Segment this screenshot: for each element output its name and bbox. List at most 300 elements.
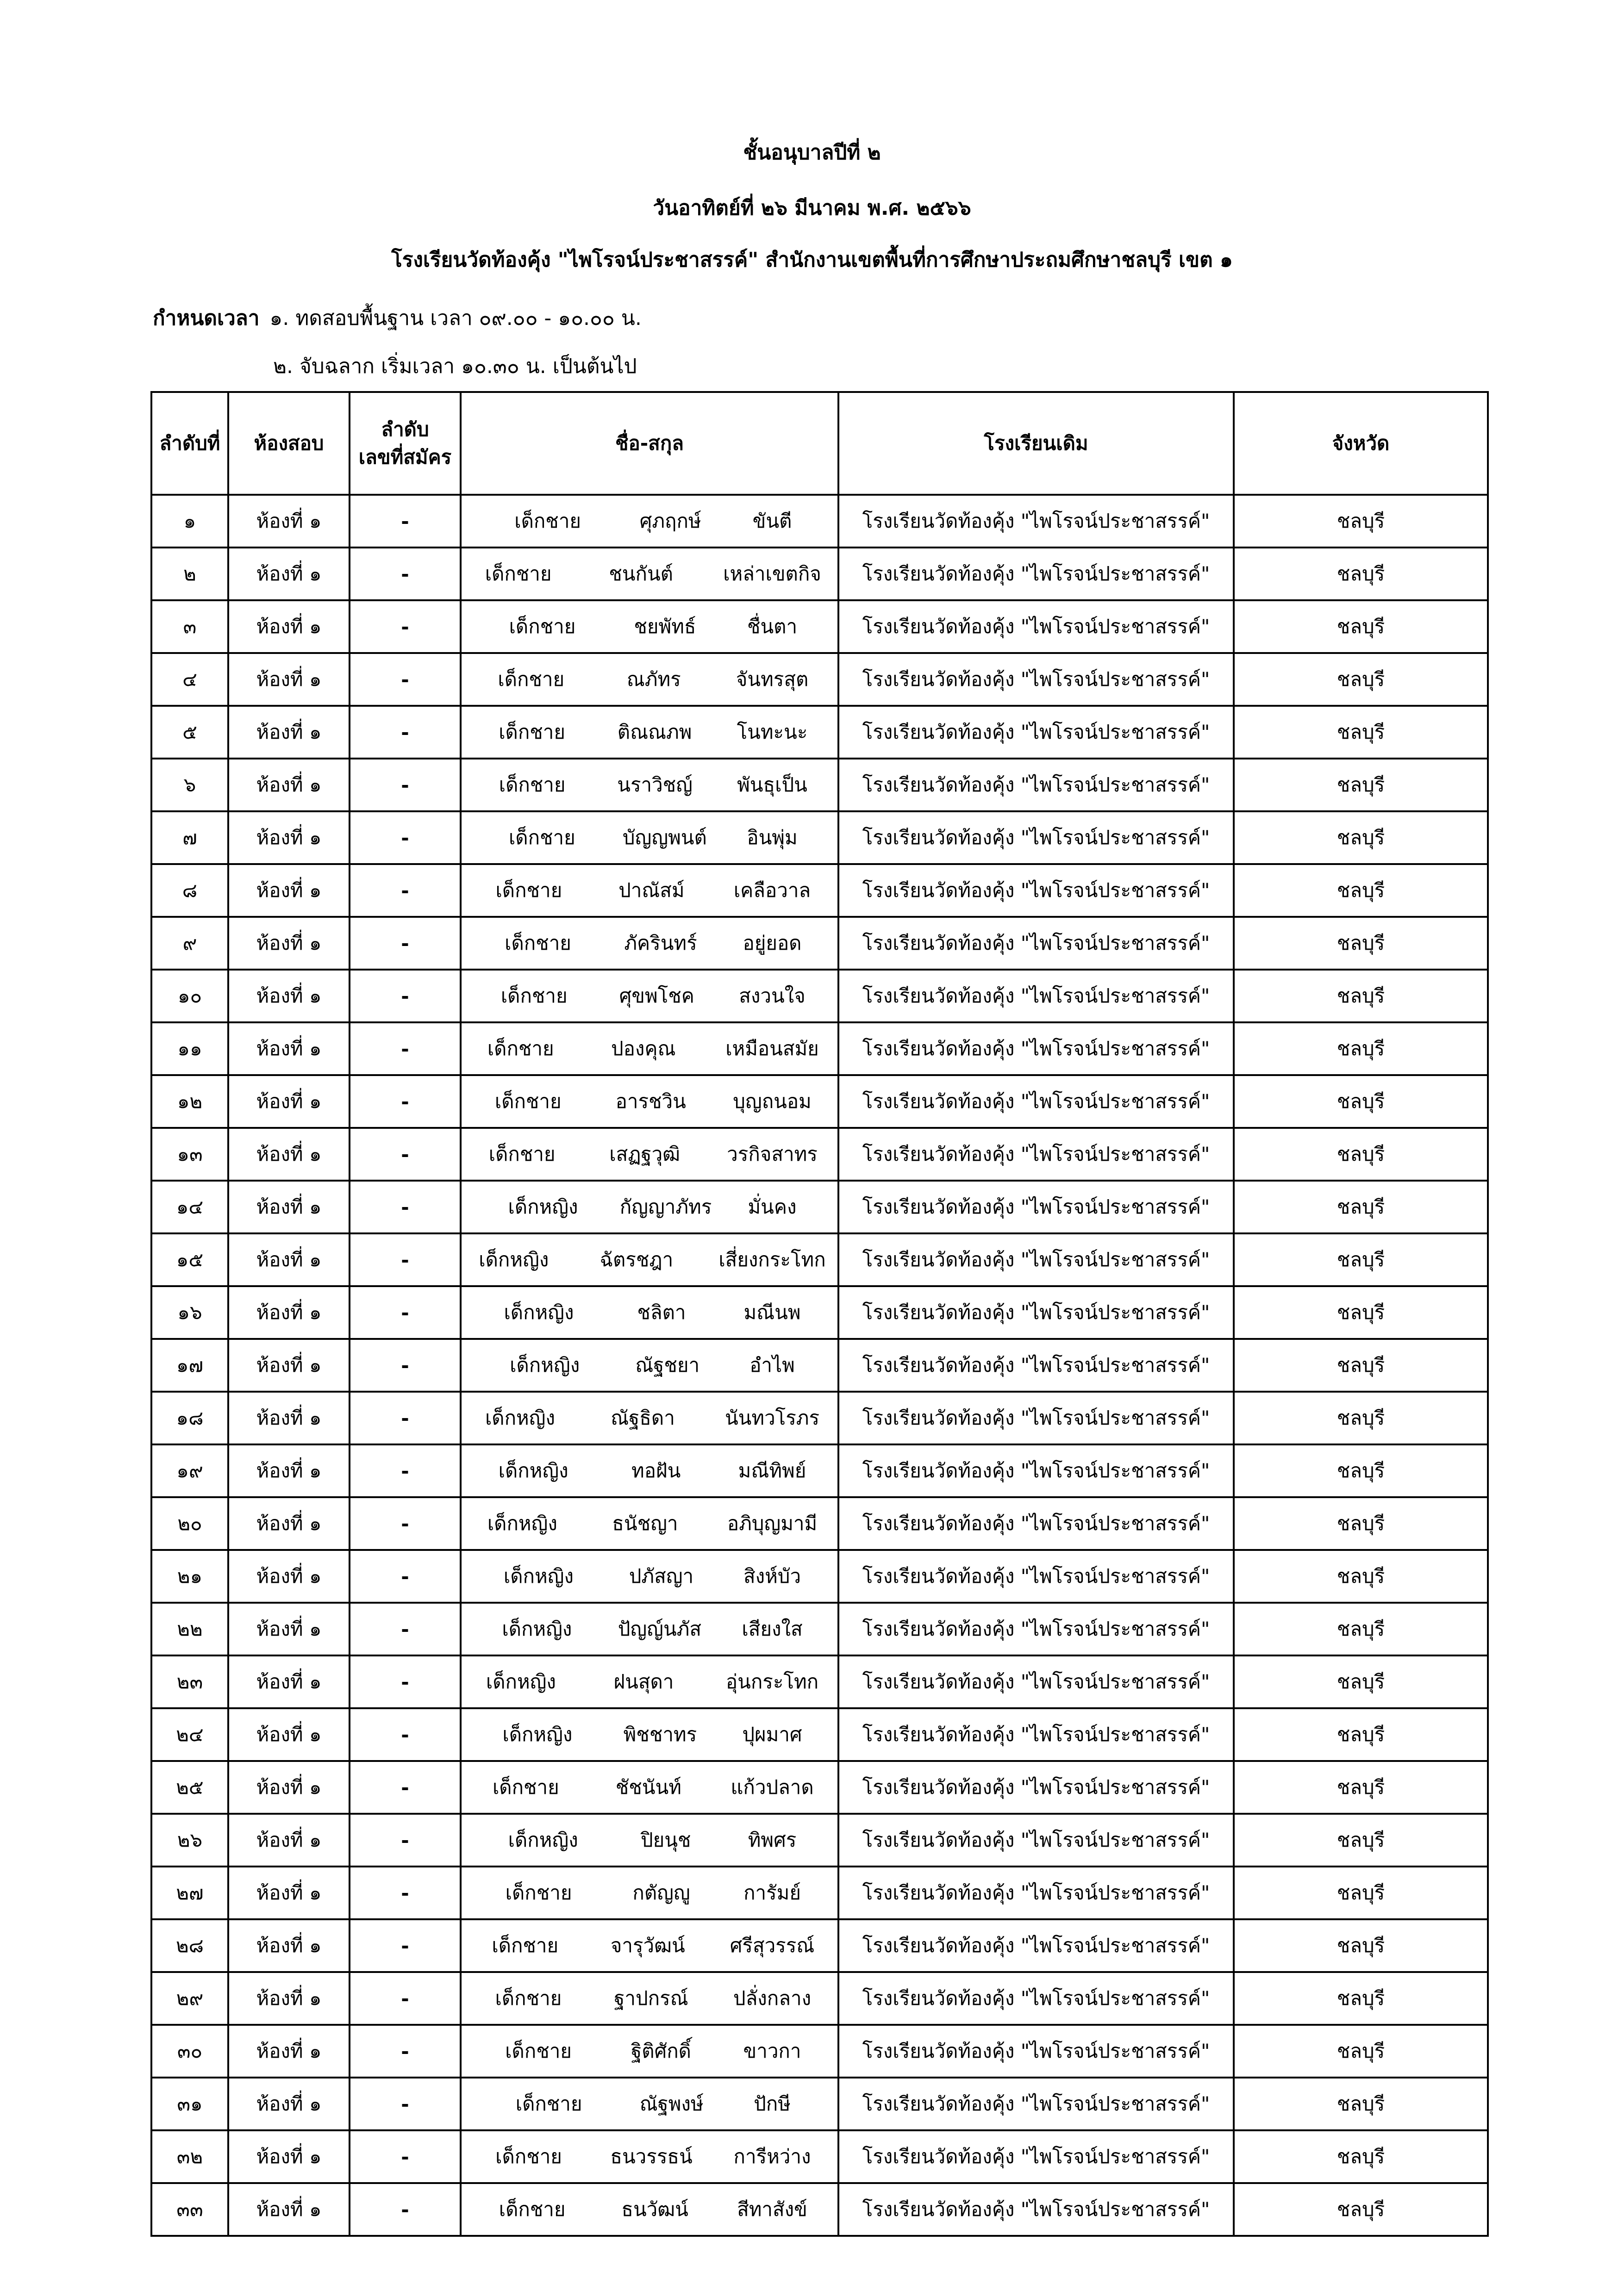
- schedule-line-1: [153, 305, 642, 332]
- last-name: นันทวโรภร: [725, 1406, 820, 1429]
- cell-name: [461, 1919, 838, 1972]
- cell-seq: ๑๕: [151, 1233, 228, 1286]
- cell-name: [461, 1867, 838, 1919]
- table-row: [151, 600, 1488, 653]
- last-name: ปลั่งกลาง: [733, 1987, 812, 2010]
- cell-school: โรงเรียนวัดท้องคุ้ง "ไพโรจน์ประชาสรรค์": [838, 1392, 1234, 1444]
- cell-school: โรงเรียนวัดท้องคุ้ง "ไพโรจน์ประชาสรรค์": [838, 1708, 1234, 1761]
- cell-name: [461, 495, 838, 548]
- cell-seq: ๑๔: [151, 1181, 228, 1233]
- cell-province: ชลบุรี: [1234, 864, 1488, 917]
- table-row: [151, 1761, 1488, 1814]
- cell-room: ห้องที่ ๑: [228, 1708, 350, 1761]
- cell-province: ชลบุรี: [1234, 917, 1488, 970]
- cell-room: ห้องที่ ๑: [228, 1814, 350, 1867]
- last-name: อุ่นกระโทก: [725, 1670, 819, 1693]
- cell-room: ห้องที่ ๑: [228, 1972, 350, 2025]
- cell-room: ห้องที่ ๑: [228, 1022, 350, 1075]
- col-header-app-line1: ลำดับ: [381, 418, 429, 441]
- first-name: ณภัทร: [626, 668, 681, 691]
- cell-name: [461, 1550, 838, 1603]
- cell-school: โรงเรียนวัดท้องคุ้ง "ไพโรจน์ประชาสรรค์": [838, 1286, 1234, 1339]
- name-prefix: เด็กหญิง: [485, 1406, 555, 1429]
- table-row: [151, 495, 1488, 548]
- cell-room: ห้องที่ ๑: [228, 1867, 350, 1919]
- cell-seq: ๒๐: [151, 1497, 228, 1550]
- cell-room: ห้องที่ ๑: [228, 917, 350, 970]
- name-prefix: เด็กชาย: [495, 2145, 562, 2168]
- cell-room: ห้องที่ ๑: [228, 759, 350, 811]
- cell-name: [461, 1181, 838, 1233]
- cell-seq: ๑๘: [151, 1392, 228, 1444]
- table-row: [151, 1919, 1488, 1972]
- cell-application-no: -: [350, 1075, 461, 1128]
- first-name: กตัญญู: [632, 1881, 690, 1904]
- cell-application-no: -: [350, 1233, 461, 1286]
- cell-name: [461, 759, 838, 811]
- cell-application-no: -: [350, 653, 461, 706]
- name-prefix: เด็กหญิง: [510, 1354, 580, 1376]
- table-row: [151, 1655, 1488, 1708]
- cell-room: ห้องที่ ๑: [228, 1919, 350, 1972]
- table-row: [151, 2078, 1488, 2130]
- cell-school: โรงเรียนวัดท้องคุ้ง "ไพโรจน์ประชาสรรค์": [838, 548, 1234, 600]
- table-row: [151, 548, 1488, 600]
- cell-province: ชลบุรี: [1234, 1128, 1488, 1181]
- cell-room: ห้องที่ ๑: [228, 548, 350, 600]
- first-name: ฐาปกรณ์: [614, 1987, 688, 2010]
- cell-name: [461, 864, 838, 917]
- table-row: [151, 1022, 1488, 1075]
- table-row: [151, 864, 1488, 917]
- cell-seq: ๑๑: [151, 1022, 228, 1075]
- cell-school: โรงเรียนวัดท้องคุ้ง "ไพโรจน์ประชาสรรค์": [838, 1550, 1234, 1603]
- cell-application-no: -: [350, 2183, 461, 2236]
- cell-room: ห้องที่ ๑: [228, 2078, 350, 2130]
- name-prefix: เด็กชาย: [492, 1776, 559, 1798]
- cell-seq: ๒๓: [151, 1655, 228, 1708]
- cell-seq: ๑๗: [151, 1339, 228, 1392]
- last-name: อำไพ: [750, 1354, 795, 1376]
- col-header-name: ชื่อ-สกุล: [461, 392, 838, 495]
- last-name: ปักษี: [754, 2092, 791, 2115]
- first-name: พิชชาทร: [623, 1723, 697, 1746]
- cell-seq: ๖: [151, 759, 228, 811]
- cell-name: [461, 2183, 838, 2236]
- cell-school: โรงเรียนวัดท้องคุ้ง "ไพโรจน์ประชาสรรค์": [838, 1761, 1234, 1814]
- last-name: สีทาสังข์: [737, 2198, 807, 2221]
- cell-name: [461, 2130, 838, 2183]
- col-header-seq: ลำดับที่: [151, 392, 228, 495]
- name-prefix: เด็กหญิง: [508, 1829, 578, 1851]
- table-row: [151, 1603, 1488, 1655]
- cell-application-no: -: [350, 811, 461, 864]
- table-row: [151, 1339, 1488, 1392]
- cell-application-no: -: [350, 917, 461, 970]
- cell-application-no: -: [350, 1392, 461, 1444]
- first-name: ชัชนันท์: [615, 1776, 681, 1798]
- cell-province: ชลบุรี: [1234, 1497, 1488, 1550]
- last-name: ทิพศร: [748, 1829, 797, 1851]
- col-header-province: จังหวัด: [1234, 392, 1488, 495]
- page-title: ชั้นอนุบาลปีที่ ๒: [743, 141, 881, 164]
- cell-application-no: -: [350, 600, 461, 653]
- first-name: ปภัสญา: [629, 1565, 694, 1587]
- cell-name: [461, 811, 838, 864]
- cell-room: ห้องที่ ๑: [228, 1761, 350, 1814]
- table-row: [151, 1075, 1488, 1128]
- cell-seq: ๓๑: [151, 2078, 228, 2130]
- name-prefix: เด็กชาย: [505, 1881, 572, 1904]
- last-name: อภิบุญมามี: [727, 1512, 818, 1535]
- last-name: จันทรสุต: [736, 668, 809, 691]
- last-name: ขาวกา: [743, 2040, 801, 2062]
- cell-application-no: -: [350, 1550, 461, 1603]
- cell-province: ชลบุรี: [1234, 1550, 1488, 1603]
- cell-name: [461, 1392, 838, 1444]
- cell-application-no: -: [350, 2130, 461, 2183]
- cell-seq: ๓๐: [151, 2025, 228, 2078]
- first-name: ชนกันต์: [609, 562, 673, 585]
- cell-province: ชลบุรี: [1234, 1867, 1488, 1919]
- cell-room: ห้องที่ ๑: [228, 2130, 350, 2183]
- roster-table: [150, 391, 1489, 2237]
- name-prefix: เด็กชาย: [499, 773, 566, 796]
- cell-school: โรงเรียนวัดท้องคุ้ง "ไพโรจน์ประชาสรรค์": [838, 495, 1234, 548]
- cell-room: ห้องที่ ๑: [228, 1233, 350, 1286]
- cell-name: [461, 1233, 838, 1286]
- name-prefix: เด็กชาย: [495, 1987, 562, 2010]
- cell-school: โรงเรียนวัดท้องคุ้ง "ไพโรจน์ประชาสรรค์": [838, 2078, 1234, 2130]
- cell-province: ชลบุรี: [1234, 1392, 1488, 1444]
- col-header-room: ห้องสอบ: [228, 392, 350, 495]
- cell-seq: ๒: [151, 548, 228, 600]
- cell-province: ชลบุรี: [1234, 1181, 1488, 1233]
- cell-seq: ๑๓: [151, 1128, 228, 1181]
- cell-application-no: -: [350, 1972, 461, 2025]
- cell-room: ห้องที่ ๑: [228, 1339, 350, 1392]
- cell-province: ชลบุรี: [1234, 1075, 1488, 1128]
- cell-seq: ๕: [151, 706, 228, 759]
- cell-name: [461, 1972, 838, 2025]
- cell-school: โรงเรียนวัดท้องคุ้ง "ไพโรจน์ประชาสรรค์": [838, 1181, 1234, 1233]
- cell-application-no: -: [350, 1128, 461, 1181]
- table-row: [151, 1392, 1488, 1444]
- cell-application-no: -: [350, 1867, 461, 1919]
- cell-school: โรงเรียนวัดท้องคุ้ง "ไพโรจน์ประชาสรรค์": [838, 917, 1234, 970]
- cell-seq: ๒๒: [151, 1603, 228, 1655]
- cell-seq: ๒๔: [151, 1708, 228, 1761]
- cell-room: ห้องที่ ๑: [228, 1655, 350, 1708]
- cell-application-no: -: [350, 1022, 461, 1075]
- name-prefix: เด็กชาย: [494, 1090, 562, 1113]
- cell-application-no: -: [350, 1444, 461, 1497]
- last-name: มณีทิพย์: [738, 1459, 806, 1482]
- cell-school: โรงเรียนวัดท้องคุ้ง "ไพโรจน์ประชาสรรค์": [838, 1022, 1234, 1075]
- cell-seq: ๒๖: [151, 1814, 228, 1867]
- cell-school: โรงเรียนวัดท้องคุ้ง "ไพโรจน์ประชาสรรค์": [838, 970, 1234, 1022]
- table-row: [151, 2183, 1488, 2236]
- table-header-row: [151, 392, 1488, 495]
- cell-province: ชลบุรี: [1234, 970, 1488, 1022]
- cell-province: ชลบุรี: [1234, 1919, 1488, 1972]
- cell-name: [461, 2078, 838, 2130]
- cell-school: โรงเรียนวัดท้องคุ้ง "ไพโรจน์ประชาสรรค์": [838, 2183, 1234, 2236]
- first-name: ติณณภพ: [617, 721, 692, 743]
- cell-province: ชลบุรี: [1234, 1233, 1488, 1286]
- cell-application-no: -: [350, 495, 461, 548]
- cell-room: ห้องที่ ๑: [228, 653, 350, 706]
- table-row: [151, 1550, 1488, 1603]
- cell-school: โรงเรียนวัดท้องคุ้ง "ไพโรจน์ประชาสรรค์": [838, 600, 1234, 653]
- table-row: [151, 759, 1488, 811]
- cell-application-no: -: [350, 2078, 461, 2130]
- last-name: วรกิจสาทร: [727, 1143, 818, 1165]
- cell-seq: ๓: [151, 600, 228, 653]
- cell-name: [461, 1761, 838, 1814]
- cell-school: โรงเรียนวัดท้องคุ้ง "ไพโรจน์ประชาสรรค์": [838, 1655, 1234, 1708]
- name-prefix: เด็กหญิง: [502, 1723, 573, 1746]
- cell-name: [461, 1128, 838, 1181]
- cell-school: โรงเรียนวัดท้องคุ้ง "ไพโรจน์ประชาสรรค์": [838, 653, 1234, 706]
- name-prefix: เด็กชาย: [500, 984, 568, 1007]
- col-header-app-line2: เลขที่สมัคร: [358, 446, 452, 468]
- first-name: อารชวิน: [615, 1090, 686, 1113]
- last-name: การีหว่าง: [733, 2145, 811, 2168]
- cell-room: ห้องที่ ๑: [228, 864, 350, 917]
- name-prefix: เด็กหญิง: [503, 1565, 574, 1587]
- cell-seq: ๔: [151, 653, 228, 706]
- table-row: [151, 1286, 1488, 1339]
- cell-application-no: -: [350, 1286, 461, 1339]
- cell-name: [461, 1603, 838, 1655]
- cell-seq: ๑: [151, 495, 228, 548]
- cell-school: โรงเรียนวัดท้องคุ้ง "ไพโรจน์ประชาสรรค์": [838, 706, 1234, 759]
- cell-room: ห้องที่ ๑: [228, 1603, 350, 1655]
- cell-room: ห้องที่ ๑: [228, 1444, 350, 1497]
- cell-application-no: -: [350, 1761, 461, 1814]
- first-name: ชยพัทธ์: [634, 615, 696, 638]
- cell-name: [461, 1814, 838, 1867]
- cell-application-no: -: [350, 1919, 461, 1972]
- cell-seq: ๒๑: [151, 1550, 228, 1603]
- last-name: เสี่ยงกระโทก: [718, 1248, 826, 1271]
- first-name: ณัฐชยา: [635, 1354, 700, 1376]
- cell-application-no: -: [350, 1339, 461, 1392]
- cell-school: โรงเรียนวัดท้องคุ้ง "ไพโรจน์ประชาสรรค์": [838, 1603, 1234, 1655]
- name-prefix: เด็กชาย: [509, 615, 576, 638]
- last-name: พันธุเป็น: [737, 773, 807, 796]
- cell-application-no: -: [350, 2025, 461, 2078]
- cell-province: ชลบุรี: [1234, 2078, 1488, 2130]
- table-row: [151, 2025, 1488, 2078]
- cell-province: ชลบุรี: [1234, 495, 1488, 548]
- last-name: เหล่าเขตกิจ: [723, 562, 821, 585]
- cell-school: โรงเรียนวัดท้องคุ้ง "ไพโรจน์ประชาสรรค์": [838, 864, 1234, 917]
- name-prefix: เด็กชาย: [498, 668, 565, 691]
- name-prefix: เด็กหญิง: [502, 1618, 572, 1640]
- last-name: อินพุ่ม: [747, 826, 798, 849]
- cell-seq: ๘: [151, 864, 228, 917]
- cell-province: ชลบุรี: [1234, 653, 1488, 706]
- cell-province: ชลบุรี: [1234, 706, 1488, 759]
- name-prefix: เด็กชาย: [505, 2040, 572, 2062]
- first-name: ณัฐธิดา: [611, 1406, 675, 1429]
- last-name: โนทะนะ: [737, 721, 808, 743]
- cell-application-no: -: [350, 1814, 461, 1867]
- cell-name: [461, 970, 838, 1022]
- table-row: [151, 1972, 1488, 2025]
- cell-room: ห้องที่ ๑: [228, 811, 350, 864]
- first-name: ศุภฤกษ์: [639, 510, 701, 532]
- cell-seq: ๙: [151, 917, 228, 970]
- first-name: ทอฝัน: [631, 1459, 681, 1482]
- cell-province: ชลบุรี: [1234, 2025, 1488, 2078]
- cell-room: ห้องที่ ๑: [228, 600, 350, 653]
- name-prefix: เด็กหญิง: [504, 1301, 574, 1324]
- cell-room: ห้องที่ ๑: [228, 495, 350, 548]
- name-prefix: เด็กชาย: [492, 1934, 559, 1957]
- last-name: สงวนใจ: [739, 984, 806, 1007]
- last-name: สิงห์บัว: [743, 1565, 801, 1587]
- cell-name: [461, 706, 838, 759]
- cell-name: [461, 653, 838, 706]
- cell-application-no: -: [350, 1708, 461, 1761]
- last-name: มณีนพ: [743, 1301, 801, 1324]
- name-prefix: เด็กชาย: [487, 1037, 554, 1060]
- name-prefix: เด็กหญิง: [486, 1670, 556, 1693]
- cell-seq: ๑๖: [151, 1286, 228, 1339]
- cell-room: ห้องที่ ๑: [228, 970, 350, 1022]
- cell-province: ชลบุรี: [1234, 1708, 1488, 1761]
- cell-application-no: -: [350, 1497, 461, 1550]
- school-heading: โรงเรียนวัดท้องคุ้ง "ไพโรจน์ประชาสรรค์" สำนักงานเขตพื้นที่การศึกษาประถมศึกษาชลบุรี เขต ๑: [391, 248, 1233, 272]
- table-row: [151, 706, 1488, 759]
- last-name: เสียงใส: [742, 1618, 803, 1640]
- first-name: นราวิชญ์: [617, 773, 693, 796]
- first-name: ธนวรรธน์: [610, 2145, 693, 2168]
- first-name: เสฏฐวุฒิ: [609, 1143, 681, 1165]
- name-prefix: เด็กหญิง: [498, 1459, 568, 1482]
- cell-application-no: -: [350, 548, 461, 600]
- cell-application-no: -: [350, 706, 461, 759]
- cell-application-no: -: [350, 1655, 461, 1708]
- name-prefix: เด็กชาย: [514, 510, 581, 532]
- cell-province: ชลบุรี: [1234, 1814, 1488, 1867]
- cell-application-no: -: [350, 1603, 461, 1655]
- first-name: ธนวัฒน์: [621, 2198, 688, 2221]
- cell-province: ชลบุรี: [1234, 811, 1488, 864]
- table-row: [151, 917, 1488, 970]
- last-name: เหมือนสมัย: [725, 1037, 819, 1060]
- cell-room: ห้องที่ ๑: [228, 1128, 350, 1181]
- cell-school: โรงเรียนวัดท้องคุ้ง "ไพโรจน์ประชาสรรค์": [838, 759, 1234, 811]
- cell-school: โรงเรียนวัดท้องคุ้ง "ไพโรจน์ประชาสรรค์": [838, 1867, 1234, 1919]
- cell-school: โรงเรียนวัดท้องคุ้ง "ไพโรจน์ประชาสรรค์": [838, 2130, 1234, 2183]
- col-header-application: [350, 392, 461, 495]
- last-name: ชื่นตา: [747, 615, 798, 638]
- cell-name: [461, 1022, 838, 1075]
- cell-province: ชลบุรี: [1234, 1972, 1488, 2025]
- cell-province: ชลบุรี: [1234, 2183, 1488, 2236]
- schedule-label: กำหนดเวลา: [153, 306, 260, 330]
- table-row: [151, 811, 1488, 864]
- cell-school: โรงเรียนวัดท้องคุ้ง "ไพโรจน์ประชาสรรค์": [838, 1128, 1234, 1181]
- first-name: บัญญพนต์: [622, 826, 707, 849]
- table-row: [151, 1708, 1488, 1761]
- table-row: [151, 1233, 1488, 1286]
- cell-name: [461, 1497, 838, 1550]
- cell-seq: ๒๕: [151, 1761, 228, 1814]
- last-name: เคลือวาล: [733, 879, 811, 902]
- cell-application-no: -: [350, 759, 461, 811]
- cell-province: ชลบุรี: [1234, 600, 1488, 653]
- cell-name: [461, 2025, 838, 2078]
- cell-name: [461, 917, 838, 970]
- cell-room: ห้องที่ ๑: [228, 2025, 350, 2078]
- cell-name: [461, 548, 838, 600]
- cell-province: ชลบุรี: [1234, 1339, 1488, 1392]
- cell-school: โรงเรียนวัดท้องคุ้ง "ไพโรจน์ประชาสรรค์": [838, 1972, 1234, 2025]
- cell-province: ชลบุรี: [1234, 2130, 1488, 2183]
- exam-date: วันอาทิตย์ที่ ๒๖ มีนาคม พ.ศ. ๒๕๖๖: [653, 196, 971, 220]
- table-row: [151, 2130, 1488, 2183]
- cell-room: ห้องที่ ๑: [228, 706, 350, 759]
- cell-application-no: -: [350, 970, 461, 1022]
- first-name: ปองคุณ: [611, 1037, 676, 1060]
- last-name: ศรีสุวรรณ์: [730, 1934, 815, 1957]
- table-row: [151, 653, 1488, 706]
- cell-province: ชลบุรี: [1234, 759, 1488, 811]
- cell-seq: ๒๙: [151, 1972, 228, 2025]
- table-row: [151, 1444, 1488, 1497]
- table-row: [151, 1181, 1488, 1233]
- cell-name: [461, 1444, 838, 1497]
- cell-room: ห้องที่ ๑: [228, 1286, 350, 1339]
- cell-room: ห้องที่ ๑: [228, 1550, 350, 1603]
- name-prefix: เด็กชาย: [499, 2198, 566, 2221]
- cell-name: [461, 1075, 838, 1128]
- cell-school: โรงเรียนวัดท้องคุ้ง "ไพโรจน์ประชาสรรค์": [838, 1233, 1234, 1286]
- schedule-item-1: ๑. ทดสอบพื้นฐาน เวลา ๐๙.๐๐ - ๑๐.๐๐ น.: [269, 306, 642, 330]
- cell-school: โรงเรียนวัดท้องคุ้ง "ไพโรจน์ประชาสรรค์": [838, 2025, 1234, 2078]
- col-header-school: โรงเรียนเดิม: [838, 392, 1234, 495]
- cell-school: โรงเรียนวัดท้องคุ้ง "ไพโรจน์ประชาสรรค์": [838, 1075, 1234, 1128]
- cell-room: ห้องที่ ๑: [228, 1181, 350, 1233]
- last-name: ปุผมาศ: [742, 1723, 802, 1746]
- cell-province: ชลบุรี: [1234, 1761, 1488, 1814]
- name-prefix: เด็กชาย: [488, 1143, 556, 1165]
- cell-province: ชลบุรี: [1234, 1655, 1488, 1708]
- name-prefix: เด็กหญิง: [508, 1195, 578, 1218]
- first-name: ธนัชญา: [612, 1512, 678, 1535]
- cell-name: [461, 1339, 838, 1392]
- name-prefix: เด็กชาย: [515, 2092, 582, 2115]
- cell-application-no: -: [350, 1181, 461, 1233]
- cell-seq: ๒๘: [151, 1919, 228, 1972]
- first-name: ปาณัสม์: [618, 879, 685, 902]
- name-prefix: เด็กหญิง: [487, 1512, 557, 1535]
- cell-seq: ๑๒: [151, 1075, 228, 1128]
- cell-room: ห้องที่ ๑: [228, 2183, 350, 2236]
- schedule-item-2: ๒. จับฉลาก เริ่มเวลา ๑๐.๓๐ น. เป็นต้นไป: [273, 355, 637, 378]
- cell-seq: ๑๙: [151, 1444, 228, 1497]
- last-name: อยู่ยอด: [743, 932, 802, 954]
- table-row: [151, 1497, 1488, 1550]
- first-name: ศุขพโชค: [619, 984, 694, 1007]
- cell-seq: ๑๐: [151, 970, 228, 1022]
- name-prefix: เด็กชาย: [495, 879, 562, 902]
